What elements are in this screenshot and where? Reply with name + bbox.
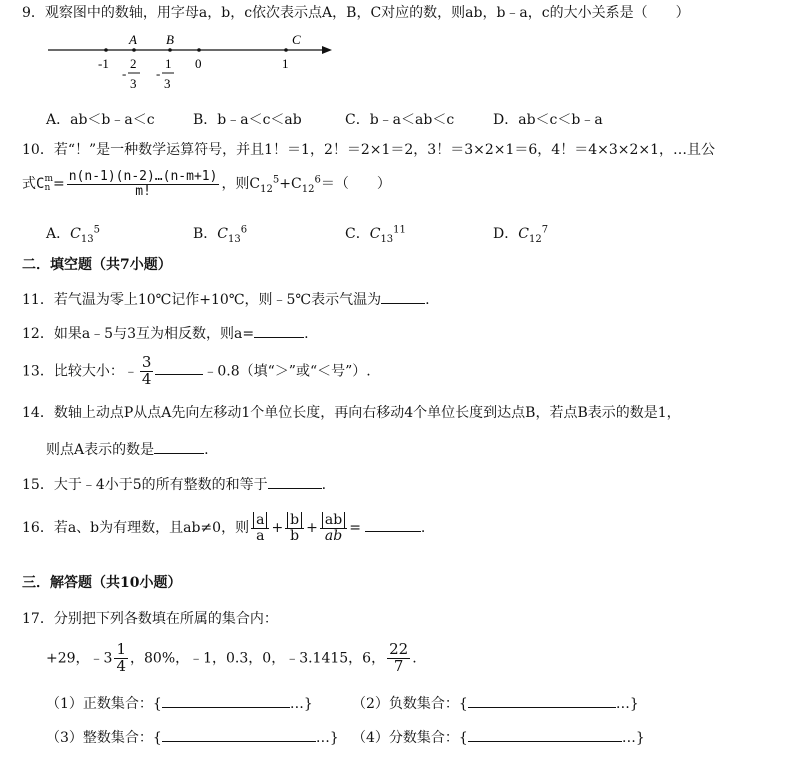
q14-blank (154, 441, 204, 454)
q17-frac-den: 7 (393, 656, 404, 675)
q15-blank (268, 476, 322, 489)
q12: 12．如果a﹣5与3互为相反数，则a= . (22, 326, 309, 342)
q9-option-a: A．ab＜b﹣a＜c (46, 112, 155, 128)
q12-blank (254, 325, 304, 338)
q10-qb-sup: 6 (314, 174, 321, 186)
frac-a-num: 2 (130, 56, 137, 71)
label-b: B (166, 32, 174, 47)
q10-fraction (67, 170, 220, 198)
q10-formula-line (22, 170, 391, 198)
q10-sup-m: m (44, 174, 53, 185)
q10-qa-sup: 5 (272, 174, 280, 186)
q16-f3-den: ab (324, 527, 343, 544)
frac-b-sign: - (156, 66, 161, 81)
q16-f2-den: b (290, 527, 300, 544)
q13-num: 3 (141, 353, 152, 371)
q10-pre: 式 (22, 176, 36, 193)
q10-sub-n: n (44, 183, 51, 194)
q10-option-c: C．$C_{13}^{11}$ (345, 224, 406, 245)
q16-f2-num: b (287, 512, 302, 528)
q10-line1: 10．若“！”是一种数学运算符号，并且1！＝1，2！＝2×1＝2，3！＝3×2×1＝6，4！＝4×3×2×1，…且公 (22, 142, 716, 158)
q9-stem: 9．观察图中的数轴，用字母a，b，c依次表示点A，B，C对应的数，则ab，b﹣a，c的大小关系是（ ） (22, 5, 690, 21)
label-a: A (129, 32, 137, 47)
q13-den: 4 (141, 369, 152, 388)
frac-b-den: 3 (164, 76, 171, 91)
q17-set-negative: （2）负数集合：{ …} (352, 696, 639, 712)
tick-label-m1: -1 (98, 56, 109, 71)
q16-f1-den: a (256, 527, 265, 544)
frac-b-num: 1 (165, 56, 172, 71)
q9-option-d: D．ab＜c＜b﹣a (493, 112, 603, 128)
q17-set-integer: （3）整数集合：{ …} (46, 730, 339, 746)
point-b (168, 48, 172, 52)
section-2-heading: 二．填空题（共7小题） (22, 257, 172, 273)
q17-frac-num: 22 (389, 640, 409, 658)
q10-plus: +C (279, 176, 302, 193)
q16-f3-num: ab (322, 512, 345, 528)
q10-option-d: D．$C_{12}^7$ (493, 224, 549, 245)
q17-numbers: +29，﹣3 $\frac{1}{4}$ ，80%，﹣1，0.3，0，﹣3.1415，6， $\frac{22}{7}$ . (46, 640, 417, 675)
q15: 15．大于﹣4小于5的所有整数的和等于 . (22, 477, 327, 493)
q17-set-fraction: （4）分数集合：{ …} (352, 730, 645, 746)
q17-set-negative-blank (468, 695, 616, 708)
q14-line2: 则点A表示的数是 . (46, 442, 209, 458)
q10-post: ，则C (221, 176, 261, 193)
q13: 13．比较大小：﹣ $\frac{3}{4}$ ﹣0.8（填“＞”或“＜号”）. (22, 353, 371, 388)
q11: 11．若气温为零上10℃记作+10℃，则﹣5℃表示气温为 . (22, 292, 430, 308)
frac-a-sign: - (122, 66, 127, 81)
q17-stem: 17．分别把下列各数填在所属的集合内： (22, 611, 278, 627)
point-a (132, 48, 136, 52)
q10-num: n(n-1)(n-2)…(n-m+1) (68, 169, 218, 184)
q17-set-integer-blank (162, 729, 316, 742)
q16-blank (365, 519, 421, 532)
label-c: C (292, 32, 301, 47)
number-line-figure (40, 30, 340, 96)
q10-tail: ＝（ ） (320, 176, 391, 193)
tick-label-one: 1 (282, 56, 289, 71)
q17-mixed-den: 4 (116, 656, 126, 675)
q10-qb-sub: 12 (301, 183, 315, 195)
q10-qa-sub: 12 (260, 183, 273, 195)
tick-m1 (104, 48, 108, 52)
tick-label-zero: 0 (195, 56, 202, 71)
q9-option-c: C．b﹣a＜ab＜c (345, 112, 455, 128)
frac-a-den: 3 (130, 76, 137, 91)
tick-zero (197, 48, 201, 52)
point-c (284, 48, 288, 52)
q10-eq: = (52, 176, 65, 193)
q10-option-a: A．$C_{13}^5$ (46, 224, 100, 245)
q10-option-b: B．$C_{13}^6$ (193, 224, 248, 245)
section-3-heading: 三．解答题（共10小题） (22, 575, 182, 591)
q17-set-positive: （1）正数集合：{ …} (46, 696, 313, 712)
q13-blank (155, 362, 203, 375)
q14-line1: 14．数轴上动点P从点A先向左移动1个单位长度，再向右移动4个单位长度到达点B，若点B表示的数是1， (22, 405, 681, 421)
q17-set-fraction-blank (468, 729, 622, 742)
q10-c-symbol: C (36, 176, 45, 193)
q17-set-positive-blank (162, 695, 290, 708)
q17-mixed-num: 1 (116, 640, 126, 658)
q10-den: m! (135, 183, 151, 199)
q11-blank (381, 291, 425, 304)
q16: 16．若a、b为有理数，且ab≠0，则 $\frac{a}{a}$ + $\frac{b}{b}$ + $\frac{ab}{ab}$ = . (22, 512, 426, 544)
q16-f1-num: a (253, 512, 267, 528)
q9-option-b: B．b﹣a＜c＜ab (193, 112, 302, 128)
